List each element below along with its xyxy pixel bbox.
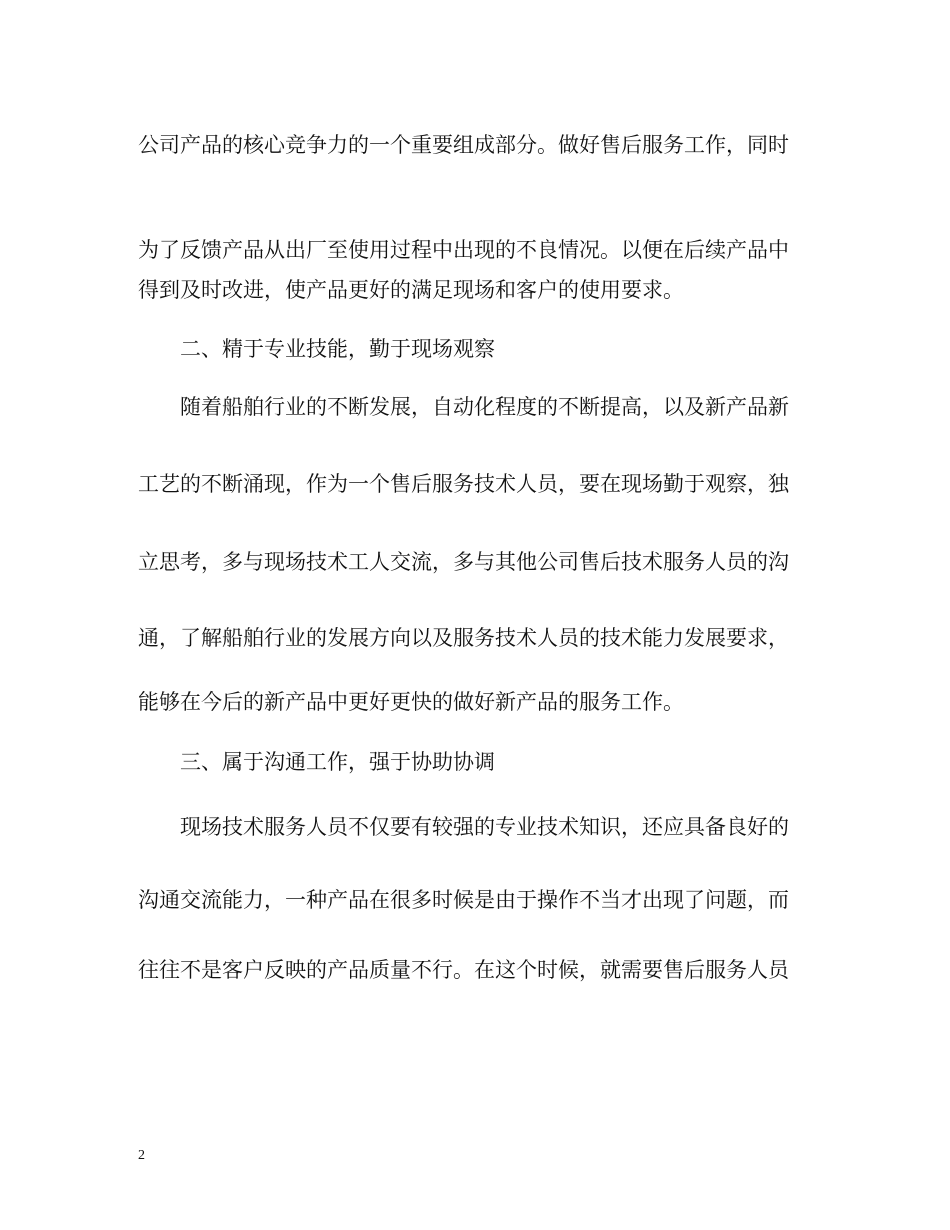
section-heading-3: 三、属于沟通工作，强于协助协调 xyxy=(180,750,495,774)
body-line-9: 能够在今后的新产品中更好更快的做好新产品的服务工作。 xyxy=(138,690,684,714)
body-line-6: 工艺的不断涌现，作为一个售后服务技术人员，要在现场勤于观察，独 xyxy=(138,472,789,496)
section-heading-2: 二、精于专业技能，勤于现场观察 xyxy=(180,337,495,361)
body-line-7: 立思考，多与现场技术工人交流，多与其他公司售后技术服务人员的沟 xyxy=(138,550,789,574)
body-line-5: 随着船舶行业的不断发展，自动化程度的不断提高，以及新产品新 xyxy=(180,395,789,419)
page-number: 2 xyxy=(138,1148,145,1163)
body-line-2: 为了反馈产品从出厂至使用过程中出现的不良情况。以便在后续产品中 xyxy=(138,238,789,262)
body-line-1: 公司产品的核心竞争力的一个重要组成部分。做好售后服务工作，同时 xyxy=(138,133,789,157)
body-line-13: 往往不是客户反映的产品质量不行。在这个时候，就需要售后服务人员 xyxy=(138,958,789,982)
body-line-11: 现场技术服务人员不仅要有较强的专业技术知识，还应具备良好的 xyxy=(180,815,789,839)
body-line-3: 得到及时改进，使产品更好的满足现场和客户的使用要求。 xyxy=(138,278,684,302)
body-line-8: 通，了解船舶行业的发展方向以及服务技术人员的技术能力发展要求， xyxy=(138,626,789,650)
body-line-12: 沟通交流能力，一种产品在很多时候是由于操作不当才出现了问题，而 xyxy=(138,888,789,912)
